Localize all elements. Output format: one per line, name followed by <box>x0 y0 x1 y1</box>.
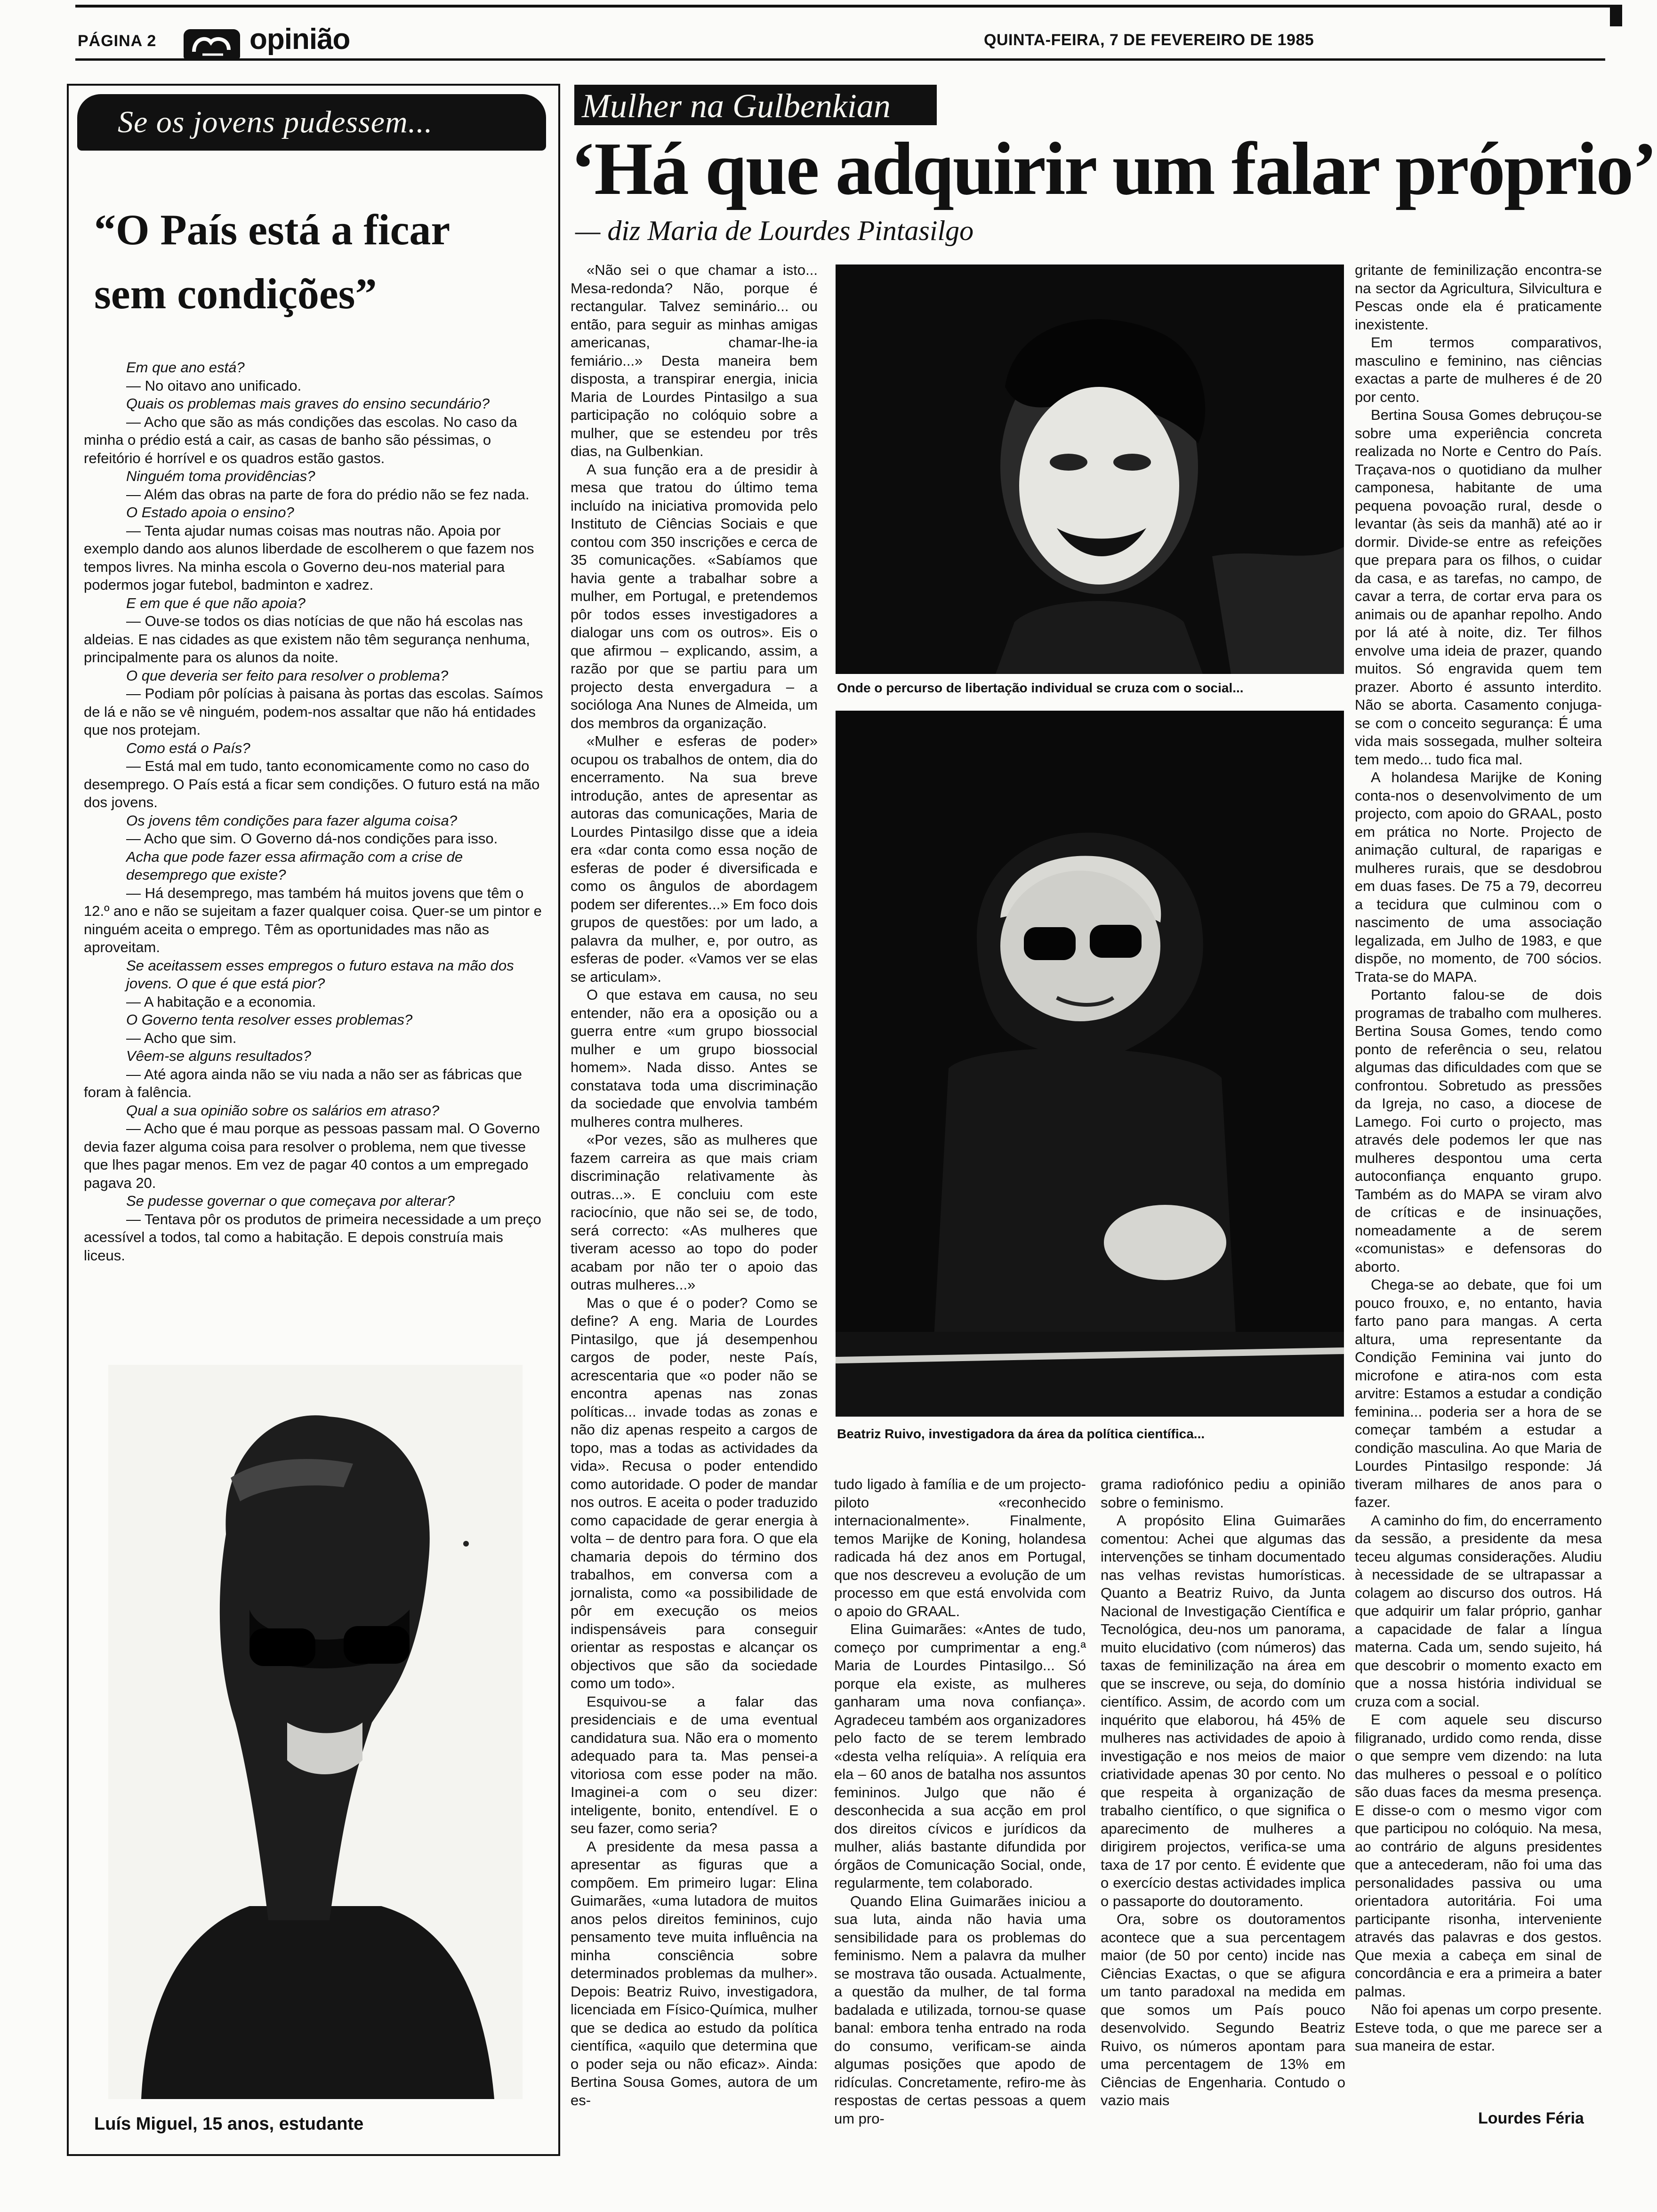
interview-answer: — Além das obras na parte de fora do prédio não se fez nada. <box>126 486 530 503</box>
article-paragraph: A presidente da mesa passa a apresentar as figuras que a compõem. Em primeiro lugar: Elina Guimarães, «uma lutadora de muitos anos pelos direitos femininos, cujo pensamento teve muita influência na minha consciência sobre determinados problemas da mulher». Depois: Beatriz Ruivo, investigadora, licenciada em Físico-Química, mulher que se dedica ao estudo da política científica, «aquilo que determina que o poder seja ou não eficaz». Ainda: Bertina Sousa Gomes, autora de um es- <box>571 1838 818 2108</box>
section-logo-icon <box>184 29 240 59</box>
interview-question: O Estado apoia o ensino? <box>126 504 294 521</box>
issue-date: QUINTA-FEIRA, 7 DE FEVEREIRO DE 1985 <box>984 31 1314 49</box>
article-paragraph: Quando Elina Guimarães iniciou a sua luta, ainda não havia uma sensibilidade para os problemas do feminismo. Nem a palavra da mulher se mostrava tão ousada. Actualmente, a questão da mulher, de tal forma badalada e utilizada, tornou-se quase banal: embora tenha entrado na roda do consumo, verificam-se ainda algumas posições que apodo de ridículas. Concretamente, refiro-me às respostas de certas pessoas a quem um pro- <box>834 1892 1086 2127</box>
article-paragraph: Bertina Sousa Gomes debruçou-se sobre uma experiência concreta realizada no Norte e Centro do País. Traçava-nos o quotidiano da mulher camponesa, habitante de uma pequena povoação rural, desde o levantar (às seis da manhã) até ao ir dormir. Divide-se entre as refeições que prepara para os filhos, o cuidar da casa, e as tarefas, no campo, de cavar a terra, de cortar erva para os animais ou de apanhar repolho. Ando por lá até à noite, diz. Ter filhos envolve uma ideia de prazer, quando muitos. Só engravida quem tem prazer. Aborto é assunto interdito. Não se aborta. Casamento conjuga-se com o conceito segurança: É uma vida mais sossegada, mulher solteira tem medo... tudo fica mal. <box>1355 407 1602 768</box>
interview-question: O que deveria ser feito para resolver o problema? <box>126 667 449 684</box>
article-paragraph: Em termos comparativos, masculino e feminino, nas ciências exactas a parte de mulheres é de 20 por cento. <box>1355 334 1602 405</box>
article-kicker: Mulher na Gulbenkian <box>582 87 891 125</box>
article-column-3 <box>1101 1475 1345 2137</box>
article-column-1 <box>571 261 818 2137</box>
interview-question: Vêem-se alguns resultados? <box>126 1048 311 1064</box>
interview-answer: — Acho que é mau porque as pessoas passam mal. O Governo devia fazer alguma coisa para resolver o problema, nem que tivesse que lhes pagar menos. Em vez de pagar 40 contos a um empregado pagava 20. <box>84 1120 540 1191</box>
ruivo-photo <box>836 711 1344 1417</box>
article-paragraph: E com aquele seu discurso filigranado, urdido como renda, disse o que sempre vem dizendo: na luta das mulheres o pessoal e o político são duas faces da mesma presença. E disse-o com o mesmo vigor com que participou no colóquio. Na mesa, ao contrário de alguns presidentes que a antecederam, não foi uma das personalidades passiva ou uma orientadora autoritária. Foi uma participante risonha, interveniente através das palavras e dos gestos. Que mexia a cabeça em sinal de concordância e era a primeira a bater palmas. <box>1355 1711 1602 2000</box>
article-paragraph: tudo ligado à família e de um projecto-piloto «reconhecido internacionalmente». Finalmente, temos Marijke de Koning, holandesa radicada há dez anos em Portugal, que nos descreveu a evolução de um processo em que está envolvida com o apoio do GRAAL. <box>834 1476 1086 1619</box>
article-paragraph: O que estava em causa, no seu entender, não era a oposição ou a guerra entre «um grupo biossocial mulher e um grupo biossocial homem». Nada disso. Antes se constatava toda uma discriminação da sociedade que envolvia também mulheres contra mulheres. <box>571 986 818 1130</box>
article-paragraph: grama radiofónico pediu a opinião sobre o feminismo. <box>1101 1476 1345 1511</box>
section-title: opinião <box>249 23 350 56</box>
interview-answer: — Está mal em tudo, tanto economicamente como no caso do desemprego. O País está a ficar sem condições. O futuro está na mão dos jovens. <box>84 758 540 810</box>
student-photo-caption: Luís Miguel, 15 anos, estudante <box>94 2114 364 2134</box>
page-label: PÁGINA 2 <box>78 32 157 50</box>
interview-question: O Governo tenta resolver esses problemas? <box>126 1011 413 1028</box>
interview-answer: — Até agora ainda não se viu nada a não ser as fábricas que foram à falência. <box>84 1066 523 1100</box>
interview-question: Qual a sua opinião sobre os salários em atraso? <box>126 1102 440 1119</box>
article-byline: — diz Maria de Lourdes Pintasilgo <box>575 215 974 246</box>
interview-qa <box>84 359 543 1264</box>
interview-answer: — Tenta ajudar numas coisas mas noutras não. Apoia por exemplo dando aos alunos liberdade de escolherem o que fazem nos tempos livres. Na minha escola o Governo deu-nos material para podermos jogar futebol, badminton e xadrez. <box>84 522 534 593</box>
article-headline: ‘Há que adquirir um falar próprio’ <box>571 127 1656 210</box>
interview-question: Se pudesse governar o que começava por alterar? <box>126 1193 455 1209</box>
sidebar-banner-text: Se os jovens pudessem... <box>118 105 433 139</box>
article-paragraph: Mas o que é o poder? Como se define? A eng. Maria de Lourdes Pintasilgo, que já desempenhou cargos de poder, neste País, acrescentaria que «o poder não se encontra apenas nas zonas políticas... invade todas as zonas e não diz apenas respeito a cargos de topo, mas a todas as actividades da vida». Recusa o poder entendido como autoridade. O poder de mandar nos outros. E aceita o poder traduzido como capacidade de gerar energia à volta – de dentro para fora. O que ela chamaria depois do término dos trabalhos, em conversa com a jornalista, como «a possibilidade de pôr em execução os meios indispensáveis para conseguir orientar as respostas e alcançar os objectivos que são da sociedade como um todo». <box>571 1294 818 1691</box>
header-rule <box>75 58 1605 61</box>
article-paragraph: «Mulher e esferas de poder» ocupou os trabalhos de ontem, dia do encerramento. Na sua breve introdução, antes de apresentar as autoras das comunicações, Maria de Lourdes Pintasilgo disse que a ideia era «dar conta como essa noção de esferas de poder é diversificada e como os ângulos de abordagem podem ser diferentes...» Em foco dois grupos de questões: por um lado, a palavra da mulher, e, por outro, as esferas de poder. «Vamos ver se elas se articulam». <box>571 733 818 985</box>
article-paragraph: «Por vezes, são as mulheres que fazem carreira as que mais criam discriminação relativamente às outras...». E concluiu com este raciocínio, que não sei se, de todo, será correcto: «As mulheres que tiveram acesso ao topo do poder acabam por não ter o apoio das outras mulheres...» <box>571 1131 818 1293</box>
interview-question: Acha que pode fazer essa afirmação com a crise de desemprego que existe? <box>126 848 463 883</box>
interview-question: Se aceitassem esses empregos o futuro estava na mão dos jovens. O que é que está pior? <box>126 957 514 992</box>
article-paragraph: A propósito Elina Guimarães comentou: Achei que algumas das intervenções se tinham documentado nas velhas revistas humorísticas. Quanto a Beatriz Ruivo, da Junta Nacional de Investigação Científica e Tecnológica, deu-nos um panorama, muito elucidativo (com números) das taxas de feminilização na área em que se inscreve, ou seja, do domínio científico. Assim, de acordo com um inquérito que elaborou, há 45% de mulheres nas actividades de apoio à investigação e nos meios de maior criatividade apenas 30 por cento. No que respeita à organização de trabalho científico, o que significa o aparecimento de mulheres a dirigirem projectos, verifica-se uma taxa de 17 por cento. É evidente que o exercício destas actividades implica o passaporte do doutoramento. <box>1101 1512 1345 1909</box>
article-paragraph: «Não sei o que chamar a isto... Mesa-redonda? Não, porque é rectangular. Talvez seminário... ou então, para seguir as minhas amigas americanas, chamar-lhe-ia femiário...» Desta maneira bem disposta, a transpirar energia, inicia Maria de Lourdes Pintasilgo a sua participação no colóquio sobre a mulher, que se estendeu por três dias, na Gulbenkian. <box>571 262 818 459</box>
article-paragraph: Ora, sobre os doutoramentos acontece que a sua percentagem maior (de 50 por cento) incide nas Ciências Exactas, o que se afigura um tanto paradoxal na medida em que somos um País pouco desenvolvido. Segundo Beatriz Ruivo, os números apontam para uma percentagem de 13% em Ciências de Engenharia. Contudo o vazio mais <box>1101 1911 1345 2108</box>
interview-answer: — Acho que sim. <box>126 1029 237 1046</box>
article-paragraph: Elina Guimarães: «Antes de tudo, começo por cumprimentar a eng.ª Maria de Lourdes Pintasilgo... Só porque ela existe, as mulheres ganharam uma nova confiança». Agradeceu também aos organizadores pelo facto de se terem lembrado «desta velha relíquia». A relíquia era ela – 60 anos de batalha nos assuntos femininos. Julgo que não é desconhecida a sua acção em prol dos direitos cívicos e jurídicos da mulher, aliás bastante difundida por órgãos de Comunicação Social, onde, regularmente, tem colaborado. <box>834 1621 1086 1891</box>
interview-question: Quais os problemas mais graves do ensino secundário? <box>126 395 490 412</box>
article-paragraph: A caminho do fim, do encerramento da sessão, a presidente da mesa teceu algumas considerações. Aludiu à necessidade de se ultrapassar a colagem ao discurso dos outros. Há que adquirir um falar próprio, ganhar a capacidade de falar a língua materna. Cada um, sendo sujeito, há que descobrir o momento exacto em que a nossa história individual se cruza com a social. <box>1355 1512 1602 1710</box>
article-column-4 <box>1355 261 1602 2111</box>
interview-question: Como está o País? <box>126 739 250 756</box>
article-paragraph: Chega-se ao debate, que foi um pouco frouxo, e, no entanto, havia farto pano para mangas. A certa altura, uma representante da Condição Feminina vai junto do microfone e atira-nos com esta arvitre: Estamos a estudar a condição feminina... poderia ser a hora de se começar também a estudar a condição masculina. Ao que Maria de Lourdes Pintasilgo responde: Já tiveram milhares de anos para o fazer. <box>1355 1276 1602 1510</box>
interview-answer: — Há desemprego, mas também há muitos jovens que têm o 12.º ano e não se sujeitam a fazer qualquer coisa. Quer-se um pintor e ninguém aceita o emprego. Têm as oportunidades mas não as aproveitam. <box>84 884 542 955</box>
article-paragraph: gritante de feminilização encontra-se na sector da Agricultura, Silvicultura e Pescas onde ela é praticamente inexistente. <box>1355 262 1602 333</box>
pintasilgo-photo-caption: Onde o percurso de libertação individual se cruza com o social... <box>837 681 1244 695</box>
interview-question: Os jovens têm condições para fazer alguma coisa? <box>126 812 458 829</box>
pintasilgo-photo <box>836 264 1344 674</box>
interview-answer: — Tentava pôr os produtos de primeira necessidade a um preço acessível a todos, tal como a habitação. E depois construía mais liceus. <box>84 1210 541 1264</box>
article-paragraph: A holandesa Marijke de Koning conta-nos o desenvolvimento de um projecto, com apoio do GRAAL, posto em prática no Norte. Projecto de animação cultural, de raparigas e mulheres rurais, que se desdobrou em duas fases. De 75 a 79, decorreu a tecidura que culminou com o nascimento de uma associação legalizada, em Julho de 1983, e que dispõe, no momento, de 700 sócios. Trata-se do MAPA. <box>1355 769 1602 985</box>
interview-answer: — A habitação e a economia. <box>126 993 316 1010</box>
article-paragraph: A sua função era a de presidir à mesa que tratou do último tema incluído na iniciativa promovida pelo Instituto de Ciências Sociais e que contou com 350 inscrições e cerca de 35 comunicações. «Sabíamos que havia gente a trabalhar sobre a mulher, em Portugal, e pretendemos pôr todos esses investigadores a dialogar uns com os outros». Eis o que afirmou – explicando, assim, a razão por que se partiu para um projecto desta envergadura – a socióloga Ana Nunes de Almeida, um dos membros da organização. <box>571 461 818 731</box>
article-paragraph: Portanto falou-se de dois programas de trabalho com mulheres. Bertina Sousa Gomes, tendo como ponto de referência o seu, relatou algumas das dificuldades com que se confrontou. Sobretudo as pressões da Igreja, no caso, a diocese de Lamego. Foi curto o projecto, mas através dele podemos ler que nas mulheres despontou uma certa autoconfiança enquanto grupo. Também as do MAPA se viram alvo de críticas e de insinuações, nomeadamente a de serem «comunistas» e defensoras do aborto. <box>1355 986 1602 1275</box>
interview-answer: — Acho que sim. O Governo dá-nos condições para isso. <box>126 830 498 847</box>
ruivo-photo-caption: Beatriz Ruivo, investigadora da área da política científica... <box>837 1427 1205 1441</box>
interview-answer: — Ouve-se todos os dias notícias de que não há escolas nas aldeias. E nas cidades as que existem não têm segurança nenhuma, principalmente para os alunos da noite. <box>84 613 530 665</box>
interview-answer: — Podiam pôr polícias à paisana às portas das escolas. Saímos de lá e não se vê ninguém, podem-nos assaltar que não há entidades que nos protejam. <box>84 685 543 738</box>
student-photo <box>108 1365 523 2099</box>
interview-answer: — Acho que são as más condições das escolas. No caso da minha o prédio está a cair, as casas de banho são péssimas, o refeitório é horrível e os quadros estão gastos. <box>84 413 517 466</box>
interview-answer: — No oitavo ano unificado. <box>126 377 302 394</box>
article-column-2 <box>834 1475 1086 2134</box>
interview-question: E em que é que não apoia? <box>126 594 306 611</box>
article-paragraph: Esquivou-se a falar das presidenciais e de uma eventual candidatura sua. Não era o momento adequado para ta. Mas pensei-a vitoriosa com esse poder na mão. Imaginei-a com o seu dizer: inteligente, bonito, entendível. E o seu fazer, como seria? <box>571 1693 818 1836</box>
sidebar-headline: “O País está a ficar sem condições” <box>94 206 450 318</box>
top-rule <box>75 5 1610 8</box>
interview-question: Ninguém toma providências? <box>126 468 315 484</box>
article-paragraph: Não foi apenas um corpo presente. Esteve toda, o que me parece ser a sua maneira de estar. <box>1355 2001 1602 2054</box>
page-edge-mark <box>1610 5 1622 26</box>
article-author: Lourdes Féria <box>1478 2109 1584 2127</box>
interview-question: Em que ano está? <box>126 359 245 376</box>
